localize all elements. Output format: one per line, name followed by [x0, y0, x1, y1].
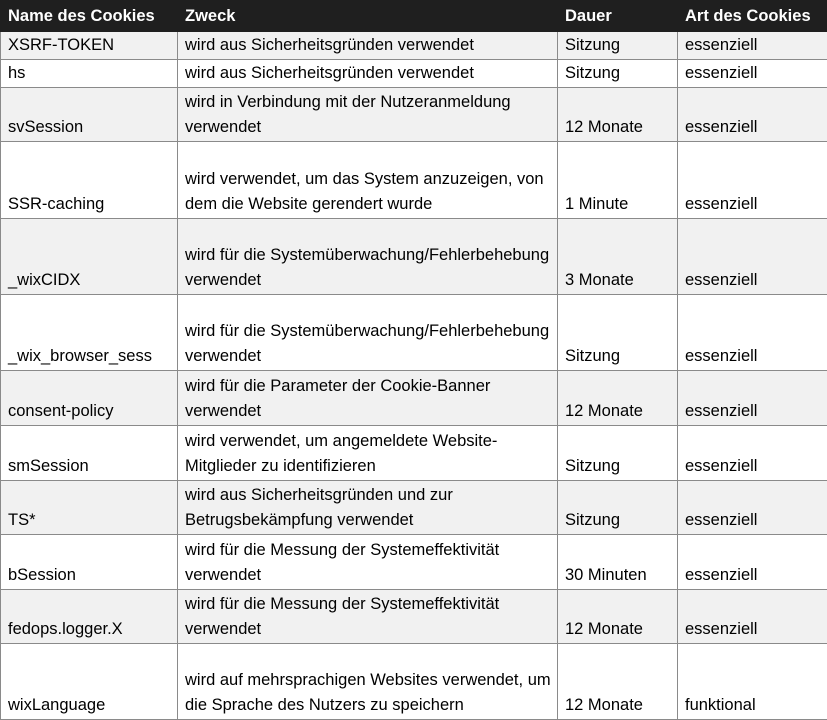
- cookie-zweck: wird für die Systemüberwachung/Fehlerbehebung verwendet: [178, 219, 558, 295]
- cookie-zweck: wird aus Sicherheitsgründen verwendet: [178, 60, 558, 88]
- cookie-name: TS*: [1, 481, 178, 535]
- header-name: Name des Cookies: [1, 1, 178, 32]
- cookie-art: essenziell: [678, 142, 827, 219]
- cookie-zweck: wird für die Systemüberwachung/Fehlerbehebung verwendet: [178, 295, 558, 371]
- cookie-art: essenziell: [678, 88, 827, 142]
- cookie-art: funktional: [678, 644, 827, 720]
- cookie-zweck: wird für die Messung der Systemeffektivität verwendet: [178, 535, 558, 590]
- cookie-name: wixLanguage: [1, 644, 178, 720]
- cookie-dauer: Sitzung: [558, 32, 678, 60]
- cookie-zweck: wird für die Parameter der Cookie-Banner verwendet: [178, 371, 558, 426]
- cookie-art: essenziell: [678, 371, 827, 426]
- cookie-zweck: wird verwendet, um das System anzuzeigen, von dem die Website gerendert wurde: [178, 142, 558, 219]
- cookie-name: svSession: [1, 88, 178, 142]
- cookie-name: smSession: [1, 426, 178, 481]
- table-row: [1, 590, 827, 644]
- cookie-zweck: wird für die Messung der Systemeffektivität verwendet: [178, 590, 558, 644]
- cookie-name: consent-policy: [1, 371, 178, 426]
- cookie-dauer: 30 Minuten: [558, 535, 678, 590]
- cookie-name: hs: [1, 60, 178, 88]
- cookie-name: SSR-caching: [1, 142, 178, 219]
- header-zweck: Zweck: [178, 1, 558, 32]
- table-row: [1, 644, 827, 720]
- cookie-name: XSRF-TOKEN: [1, 32, 178, 60]
- table-row: [1, 371, 827, 426]
- cookie-art: essenziell: [678, 295, 827, 371]
- table-row: [1, 60, 827, 88]
- cookie-dauer: Sitzung: [558, 426, 678, 481]
- cookie-dauer: 3 Monate: [558, 219, 678, 295]
- cookie-dauer: Sitzung: [558, 295, 678, 371]
- cookie-dauer: Sitzung: [558, 60, 678, 88]
- cookie-dauer: 12 Monate: [558, 88, 678, 142]
- cookie-zweck: wird aus Sicherheitsgründen und zur Betrugsbekämpfung verwendet: [178, 481, 558, 535]
- cookie-zweck: wird verwendet, um angemeldete Website-Mitglieder zu identifizieren: [178, 426, 558, 481]
- cookie-dauer: 12 Monate: [558, 590, 678, 644]
- table-row: [1, 481, 827, 535]
- header-dauer: Dauer: [558, 1, 678, 32]
- cookie-zweck: wird aus Sicherheitsgründen verwendet: [178, 32, 558, 60]
- table-row: [1, 142, 827, 219]
- cookie-art: essenziell: [678, 535, 827, 590]
- cookie-zweck: wird auf mehrsprachigen Websites verwendet, um die Sprache des Nutzers zu speichern: [178, 644, 558, 720]
- table-row: [1, 535, 827, 590]
- cookie-art: essenziell: [678, 481, 827, 535]
- cookie-art: essenziell: [678, 590, 827, 644]
- table-row: [1, 295, 827, 371]
- table-row: [1, 219, 827, 295]
- cookie-name: bSession: [1, 535, 178, 590]
- table-row: [1, 32, 827, 60]
- cookie-dauer: Sitzung: [558, 481, 678, 535]
- cookie-name: _wixCIDX: [1, 219, 178, 295]
- cookie-zweck: wird in Verbindung mit der Nutzeranmeldung verwendet: [178, 88, 558, 142]
- header-art: Art des Cookies: [678, 1, 827, 32]
- cookie-art: essenziell: [678, 426, 827, 481]
- cookie-dauer: 1 Minute: [558, 142, 678, 219]
- cookie-name: _wix_browser_sess: [1, 295, 178, 371]
- cookie-name: fedops.logger.X: [1, 590, 178, 644]
- cookie-dauer: 12 Monate: [558, 644, 678, 720]
- cookie-art: essenziell: [678, 219, 827, 295]
- table-header-row: [1, 1, 827, 32]
- table-row: [1, 426, 827, 481]
- cookie-art: essenziell: [678, 32, 827, 60]
- table-row: [1, 88, 827, 142]
- cookie-dauer: 12 Monate: [558, 371, 678, 426]
- cookie-art: essenziell: [678, 60, 827, 88]
